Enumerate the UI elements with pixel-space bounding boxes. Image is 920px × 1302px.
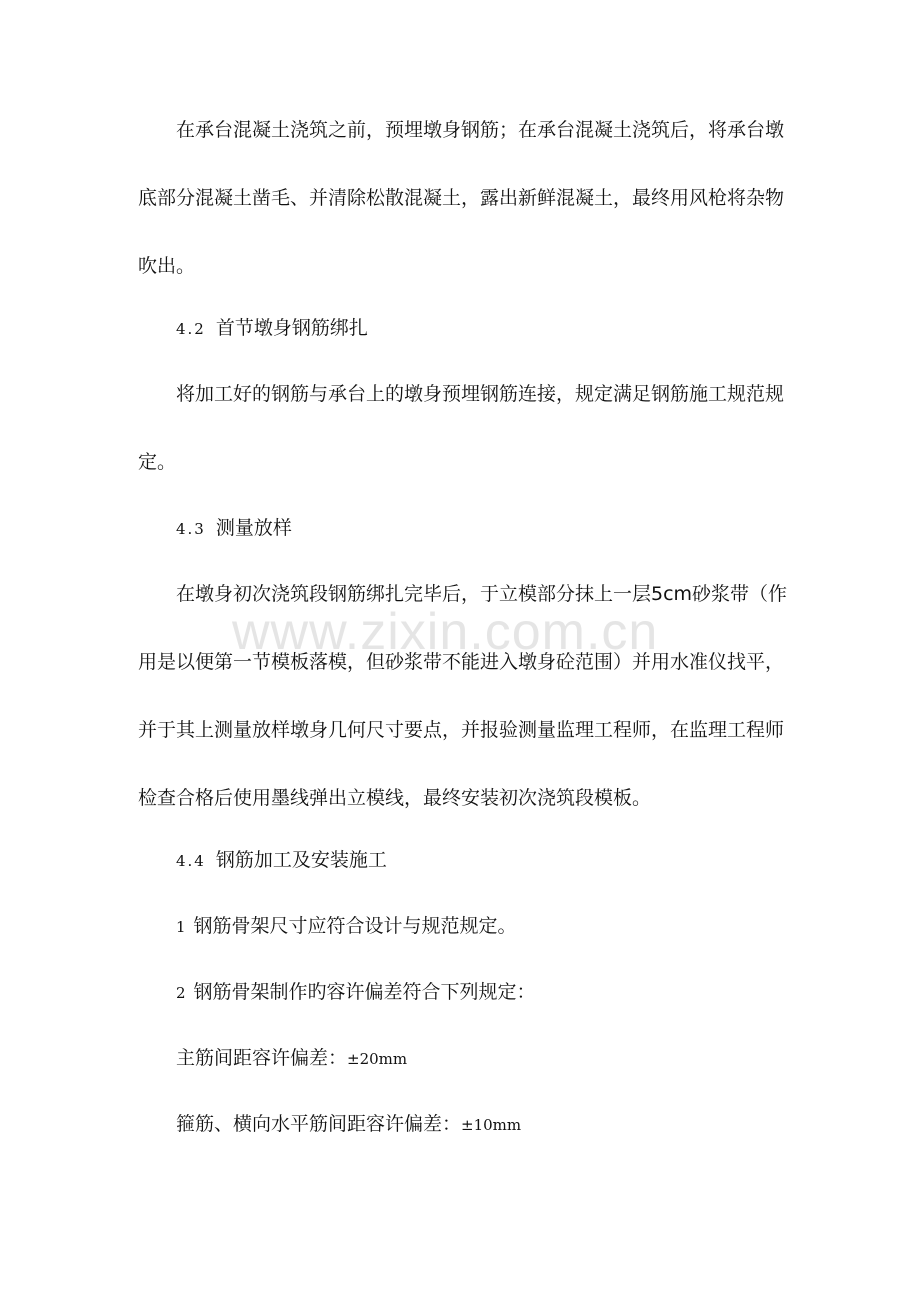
- watermark: www.zixin.com.cn: [232, 603, 659, 661]
- paragraph-survey-layout: 在墩身初次浇筑段钢筋绑扎完毕后，于立模部分抹上一层5cm砂浆带（作用是以便第一节模板落模，但砂浆带不能进入墩身砼范围）并用水准仪找平，并于其上测量放样墩身几何尺寸要点，并报验测量监理工程师，在监理工程师检查合格后使用墨线弹出立模线，最终安装初次浇筑段模板。: [138, 583, 788, 809]
- tolerance-main-bar-spacing: [176, 1044, 407, 1073]
- list-item-number: 1: [176, 918, 186, 936]
- section-heading-4-3: [176, 514, 292, 543]
- section-number: 4.3: [176, 520, 206, 538]
- list-item-1: [176, 912, 517, 941]
- tolerance-value: ±10mm: [461, 1116, 522, 1134]
- section-title: 测量放样: [215, 517, 292, 539]
- section-title: 钢筋加工及安装施工: [215, 849, 387, 871]
- section-title: 首节墩身钢筋绑扎: [215, 317, 368, 339]
- section-number: 4.4: [176, 852, 206, 870]
- tolerance-label: 箍筋、横向水平筋间距容许偏差：: [176, 1113, 462, 1135]
- section-heading-4-2: [176, 314, 368, 343]
- section-number: 4.2: [176, 320, 206, 338]
- section-heading-4-4: [176, 846, 387, 875]
- list-item-2: [176, 978, 536, 1007]
- paragraph-pier-rebar-embedding: 在承台混凝土浇筑之前，预埋墩身钢筋；在承台混凝土浇筑后，将承台墩底部分混凝土凿毛、并清除松散混凝土，露出新鲜混凝土，最终用风枪将杂物吹出。: [138, 119, 785, 277]
- tolerance-stirrup-spacing: [176, 1110, 521, 1139]
- list-item-text: 钢筋骨架制作旳容许偏差符合下列规定：: [193, 981, 536, 1003]
- tolerance-label: 主筋间距容许偏差：: [176, 1047, 348, 1069]
- paragraph-rebar-connection: 将加工好的钢筋与承台上的墩身预埋钢筋连接，规定满足钢筋施工规范规定。: [138, 383, 785, 473]
- list-item-number: 2: [176, 984, 186, 1002]
- list-item-text: 钢筋骨架尺寸应符合设计与规范规定。: [193, 915, 517, 937]
- tolerance-value: ±20mm: [347, 1050, 408, 1068]
